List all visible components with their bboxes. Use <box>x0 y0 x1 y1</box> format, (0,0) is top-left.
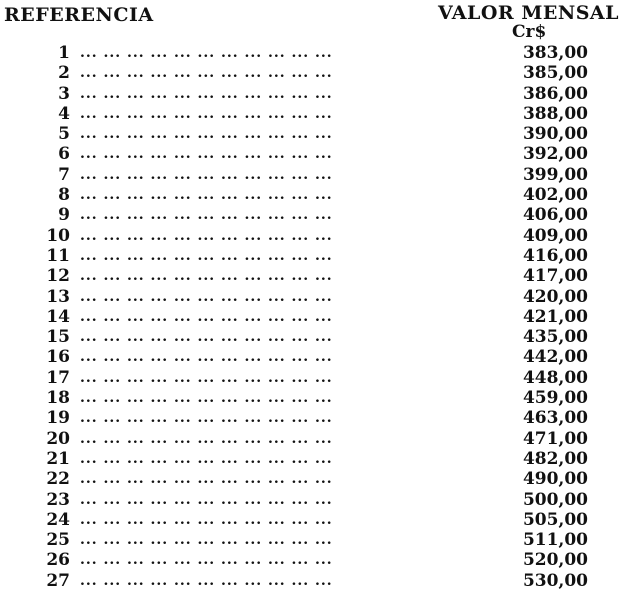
monthly-value: 416,00 <box>522 245 588 266</box>
table-row <box>0 408 628 428</box>
table-row <box>0 510 628 530</box>
dot-leader: ... ... ... ... ... ... ... ... ... ... ... <box>80 491 333 508</box>
reference-number: 7 <box>58 164 70 185</box>
table-row <box>0 287 628 307</box>
monthly-value: 448,00 <box>522 367 588 388</box>
reference-number: 21 <box>46 448 70 469</box>
table-row <box>0 246 628 266</box>
table-row <box>0 266 628 286</box>
table-row <box>0 327 628 347</box>
monthly-value: 386,00 <box>522 83 588 104</box>
monthly-value: 435,00 <box>522 327 588 348</box>
table-row <box>0 347 628 367</box>
monthly-value: 383,00 <box>522 43 588 63</box>
table-row <box>0 43 628 63</box>
monthly-value: 399,00 <box>522 164 588 185</box>
reference-number: 14 <box>46 306 70 327</box>
monthly-value: 390,00 <box>522 124 588 145</box>
dot-leader: ... ... ... ... ... ... ... ... ... ... ... <box>80 329 333 346</box>
monthly-value: 471,00 <box>522 428 588 449</box>
reference-number: 24 <box>46 509 70 530</box>
reference-number: 9 <box>58 205 70 226</box>
dot-leader: ... ... ... ... ... ... ... ... ... ... ... <box>80 369 333 386</box>
table-row <box>0 469 628 489</box>
monthly-value: 388,00 <box>522 103 588 124</box>
table-row <box>0 368 628 388</box>
dot-leader: ... ... ... ... ... ... ... ... ... ... ... <box>80 390 333 407</box>
dot-leader: ... ... ... ... ... ... ... ... ... ... ... <box>80 65 333 82</box>
monthly-value: 463,00 <box>522 408 588 429</box>
reference-number: 6 <box>58 144 70 165</box>
dot-leader: ... ... ... ... ... ... ... ... ... ... ... <box>80 532 333 549</box>
table-row <box>0 124 628 144</box>
table-row <box>0 63 628 83</box>
reference-number: 10 <box>46 225 70 246</box>
table-row <box>0 307 628 327</box>
monthly-value: 392,00 <box>522 144 588 165</box>
reference-column-header: REFERENCIA <box>4 4 154 26</box>
table-row <box>0 165 628 185</box>
table-row <box>0 550 628 570</box>
monthly-value: 482,00 <box>522 448 588 469</box>
reference-number: 11 <box>46 245 70 266</box>
dot-leader: ... ... ... ... ... ... ... ... ... ... ... <box>80 430 333 447</box>
reference-number: 8 <box>58 185 70 206</box>
table-row <box>0 144 628 164</box>
table-row <box>0 104 628 124</box>
monthly-value: 409,00 <box>522 225 588 246</box>
reference-number: 23 <box>46 489 70 510</box>
dot-leader: ... ... ... ... ... ... ... ... ... ... ... <box>80 247 333 264</box>
dot-leader: ... ... ... ... ... ... ... ... ... ... ... <box>80 410 333 427</box>
monthly-value: 406,00 <box>522 205 588 226</box>
monthly-value: 530,00 <box>522 570 588 591</box>
reference-number: 12 <box>46 266 70 287</box>
dot-leader: ... ... ... ... ... ... ... ... ... ... ... <box>80 187 333 204</box>
salary-table <box>0 43 628 591</box>
table-row <box>0 388 628 408</box>
reference-number: 20 <box>46 428 70 449</box>
reference-number: 22 <box>46 469 70 490</box>
monthly-value: 490,00 <box>522 469 588 490</box>
currency-unit-label: Cr$ <box>512 22 547 42</box>
table-row <box>0 84 628 104</box>
monthly-value: 511,00 <box>522 530 588 551</box>
reference-number: 19 <box>46 408 70 429</box>
monthly-value: 385,00 <box>522 63 588 84</box>
monthly-value-column-header: VALOR MENSAL <box>438 2 620 24</box>
monthly-value: 459,00 <box>522 388 588 409</box>
reference-number: 3 <box>58 83 70 104</box>
reference-number: 27 <box>46 570 70 591</box>
dot-leader: ... ... ... ... ... ... ... ... ... ... ... <box>80 572 333 589</box>
dot-leader: ... ... ... ... ... ... ... ... ... ... ... <box>80 146 333 163</box>
dot-leader: ... ... ... ... ... ... ... ... ... ... ... <box>80 227 333 244</box>
monthly-value: 402,00 <box>522 185 588 206</box>
table-row <box>0 226 628 246</box>
monthly-value: 420,00 <box>522 286 588 307</box>
reference-number: 5 <box>58 124 70 145</box>
reference-number: 17 <box>46 367 70 388</box>
monthly-value: 520,00 <box>522 550 588 571</box>
table-row <box>0 429 628 449</box>
dot-leader: ... ... ... ... ... ... ... ... ... ... ... <box>80 471 333 488</box>
dot-leader: ... ... ... ... ... ... ... ... ... ... ... <box>80 308 333 325</box>
reference-number: 1 <box>58 43 70 63</box>
reference-number: 2 <box>58 63 70 84</box>
table-row <box>0 571 628 591</box>
dot-leader: ... ... ... ... ... ... ... ... ... ... ... <box>80 349 333 366</box>
dot-leader: ... ... ... ... ... ... ... ... ... ... ... <box>80 126 333 143</box>
dot-leader: ... ... ... ... ... ... ... ... ... ... ... <box>80 288 333 305</box>
table-row <box>0 490 628 510</box>
dot-leader: ... ... ... ... ... ... ... ... ... ... ... <box>80 511 333 528</box>
reference-number: 13 <box>46 286 70 307</box>
dot-leader: ... ... ... ... ... ... ... ... ... ... ... <box>80 207 333 224</box>
monthly-value: 500,00 <box>522 489 588 510</box>
monthly-value: 505,00 <box>522 509 588 530</box>
dot-leader: ... ... ... ... ... ... ... ... ... ... ... <box>80 450 333 467</box>
reference-number: 18 <box>46 388 70 409</box>
table-row <box>0 185 628 205</box>
dot-leader: ... ... ... ... ... ... ... ... ... ... ... <box>80 105 333 122</box>
table-row <box>0 449 628 469</box>
reference-number: 25 <box>46 530 70 551</box>
table-row <box>0 530 628 550</box>
dot-leader: ... ... ... ... ... ... ... ... ... ... ... <box>80 268 333 285</box>
monthly-value: 442,00 <box>522 347 588 368</box>
dot-leader: ... ... ... ... ... ... ... ... ... ... ... <box>80 166 333 183</box>
reference-number: 16 <box>46 347 70 368</box>
dot-leader: ... ... ... ... ... ... ... ... ... ... ... <box>80 45 333 61</box>
monthly-value: 421,00 <box>522 306 588 327</box>
table-row <box>0 205 628 225</box>
monthly-value: 417,00 <box>522 266 588 287</box>
reference-number: 4 <box>58 103 70 124</box>
dot-leader: ... ... ... ... ... ... ... ... ... ... ... <box>80 552 333 569</box>
reference-number: 15 <box>46 327 70 348</box>
reference-number: 26 <box>46 550 70 571</box>
dot-leader: ... ... ... ... ... ... ... ... ... ... ... <box>80 85 333 102</box>
